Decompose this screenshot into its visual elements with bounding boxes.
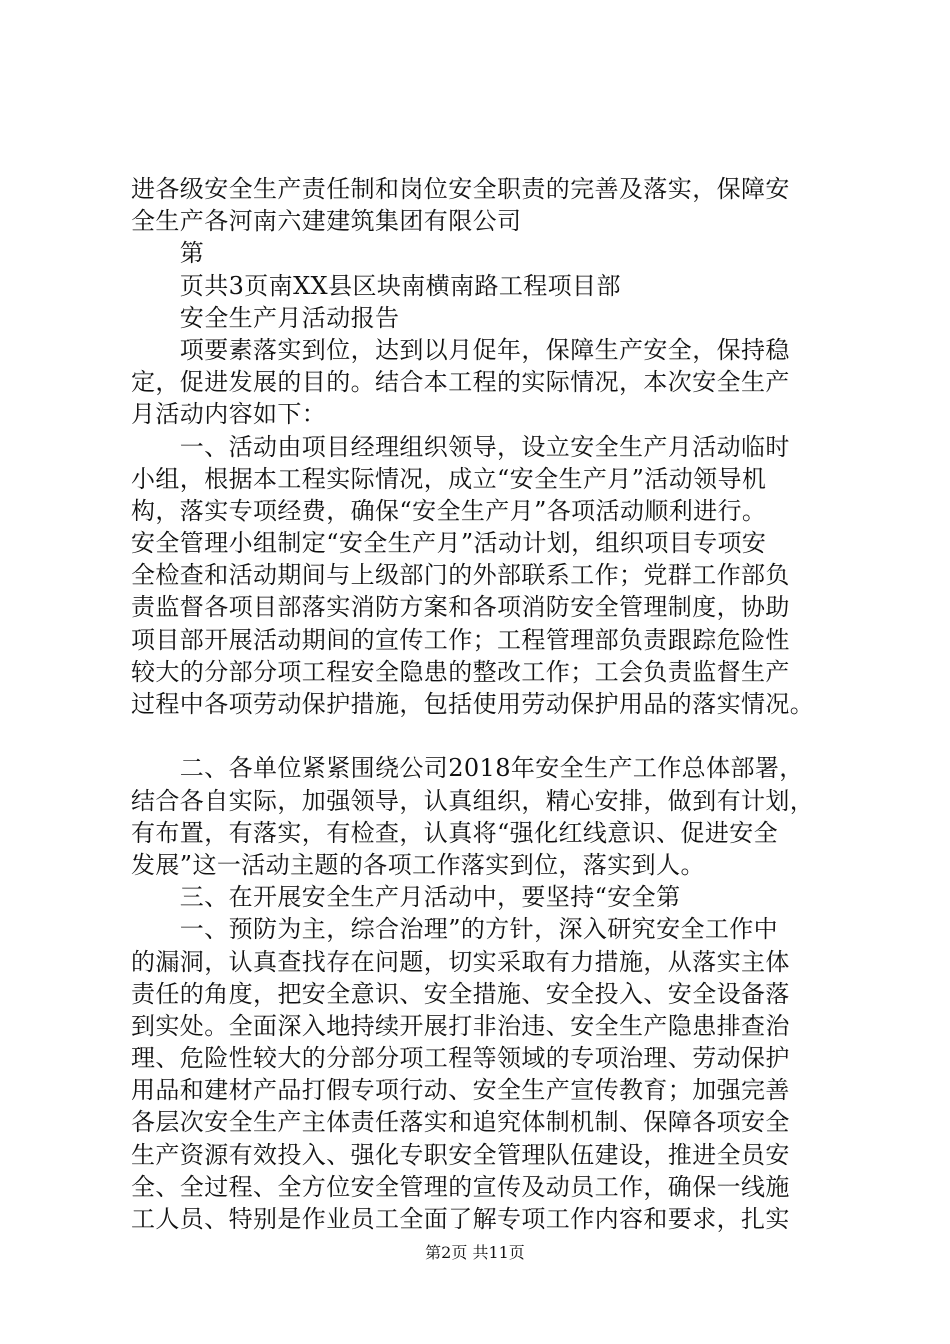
body-line: 全生产各河南六建建筑集团有限公司 (131, 207, 522, 236)
body-line: 定，促进发展的目的。结合本工程的实际情况，本次安全生产 (131, 368, 790, 397)
body-line: 理、危险性较大的分部分项工程等领域的专项治理、劳动保护 (131, 1044, 790, 1073)
body-line: 结合各自实际，加强领导，认真组织，精心安排，做到有计划， (131, 786, 815, 815)
body-line: 生产资源有效投入、强化专职安全管理队伍建设，推进全员安 (131, 1140, 790, 1169)
body-line: 一、预防为主，综合治理”的方针，深入研究安全工作中 (131, 915, 779, 944)
body-line: 小组，根据本工程实际情况，成立“安全生产月”活动领导机 (131, 464, 767, 493)
body-line: 发展”这一活动主题的各项工作落实到位，落实到人。 (131, 850, 705, 879)
body-line: 页共3页南XX县区块南横南路工程项目部 (131, 271, 621, 300)
body-line: 过程中各项劳动保护措施，包括使用劳动保护用品的落实情况。 (131, 690, 815, 718)
body-line: 责监督各项目部落实消防方案和各项消防安全管理制度，协助 (131, 593, 790, 622)
body-line: 各层次安全生产主体责任落实和追究体制机制、保障各项安全 (131, 1108, 790, 1137)
body-line: 安全管理小组制定“安全生产月”活动计划，组织项目专项安 (131, 529, 767, 558)
body-line: 的漏洞，认真查找存在问题，切实采取有力措施，从落实主体 (131, 947, 790, 976)
body-line: 全、全过程、全方位安全管理的宣传及动员工作，确保一线施 (131, 1172, 790, 1201)
body-line: 项目部开展活动期间的宣传工作；工程管理部负责跟踪危险性 (131, 625, 790, 654)
body-line: 一、活动由项目经理组织领导，设立安全生产月活动临时 (131, 432, 790, 461)
body-line: 进各级安全生产责任制和岗位安全职责的完善及落实，保障安 (131, 175, 790, 203)
body-line: 三、在开展安全生产月活动中，要坚持“安全第 (131, 883, 681, 912)
page-footer: 第2页 共11页 (425, 1243, 525, 1262)
body-line: 全检查和活动期间与上级部门的外部联系工作；党群工作部负 (131, 561, 790, 590)
body-line: 有布置，有落实，有检查，认真将“强化红线意识、促进安全 (131, 818, 779, 847)
body-line (131, 720, 851, 752)
body-line: 安全生产月活动报告 (131, 303, 400, 332)
body-line: 二、各单位紧紧围绕公司2018年安全生产工作总体部署， (131, 754, 804, 783)
body-line: 第 (131, 239, 205, 268)
body-line: 用品和建材产品打假专项行动、安全生产宣传教育；加强完善 (131, 1076, 790, 1105)
body-line: 到实处。全面深入地持续开展打非治违、安全生产隐患排查治 (131, 1011, 790, 1040)
body-line: 工人员、特别是作业员工全面了解专项工作内容和要求，扎实 (131, 1205, 790, 1233)
document-body (131, 173, 851, 1235)
body-line: 月活动内容如下： (131, 400, 327, 429)
body-line: 责任的角度，把安全意识、安全措施、安全投入、安全设备落 (131, 979, 790, 1008)
body-line: 项要素落实到位，达到以月促年，保障生产安全，保持稳 (131, 335, 790, 364)
body-line: 构，落实专项经费，确保“安全生产月”各项活动顺利进行。 (131, 496, 767, 525)
body-line: 较大的分部分项工程安全隐患的整改工作；工会负责监督生产 (131, 657, 790, 686)
